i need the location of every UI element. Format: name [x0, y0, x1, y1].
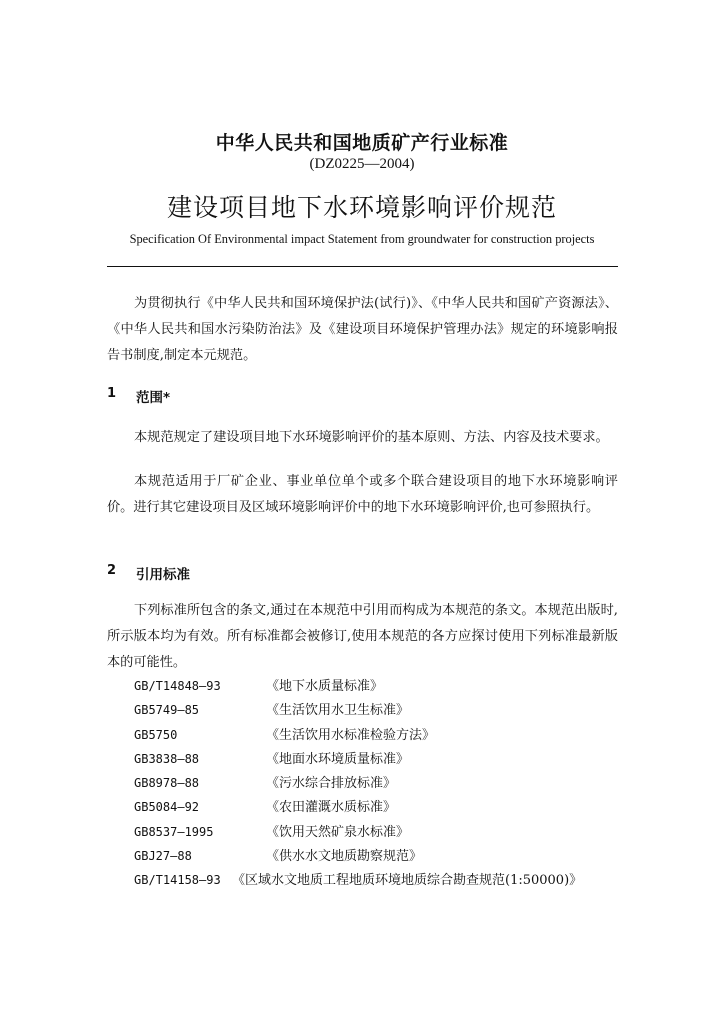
section-2-number: 2: [107, 563, 117, 578]
reference-title: 《地下水质量标准》: [266, 679, 384, 694]
reference-title: 《农田灌溉水质标准》: [266, 800, 397, 816]
standard-code: (DZ0225—2004): [309, 156, 415, 172]
section-1-paragraph: 本规范适用于厂矿企业、事业单位单个或多个联合建设项目的地下水环境影响评价。进行其它建设项目及区域环境影响评价中的地下水环境影响评价,也可参照执行。: [107, 474, 618, 515]
reference-title: 《地面水环境质量标准》: [266, 751, 410, 767]
reference-list: [134, 674, 634, 893]
reference-code: GB5749—85: [134, 703, 200, 718]
reference-item: [134, 820, 634, 844]
reference-title: 《生活饮用水卫生标准》: [266, 703, 410, 719]
reference-code: GBJ27—88: [134, 849, 192, 864]
reference-code: GB5084—92: [134, 800, 200, 815]
english-title: Specification Of Environmental impact Statement from groundwater for construction projects: [129, 232, 595, 246]
reference-code: GB3838—88: [134, 751, 200, 766]
reference-item: [134, 795, 634, 819]
reference-item: [134, 698, 634, 722]
reference-item: [134, 844, 634, 868]
reference-item: [134, 674, 634, 698]
reference-title: 《饮用天然矿泉水标准》: [266, 824, 410, 840]
reference-item: [134, 747, 634, 771]
intro-paragraph: 为贯彻执行《中华人民共和国环境保护法(试行)》、《中华人民共和国矿产资源法》、《中华人民共和国水污染防治法》及《建设项目环境保护管理办法》规定的环境影响报告书制度,制定本元规范。: [107, 296, 618, 363]
reference-code: GB/T14158—93: [134, 873, 221, 888]
reference-title: 《污水综合排放标准》: [266, 776, 397, 792]
title-divider: [107, 266, 618, 267]
section-2-paragraph: 下列标准所包含的条文,通过在本规范中引用而构成为本规范的条文。本规范出版时,所示版本均为有效。所有标准都会被修订,使用本规范的各方应探讨使用下列标准最新版本的可能性。: [107, 603, 618, 670]
reference-code: GB8978—88: [134, 776, 200, 791]
reference-title: 《生活饮用水标准检验方法》: [266, 727, 436, 743]
reference-code: GB/T14848—93: [134, 679, 221, 693]
document-title: 建设项目地下水环境影响评价规范: [166, 193, 557, 222]
reference-code: GB8537—1995: [134, 824, 214, 839]
section-1-title: 范围*: [136, 390, 171, 406]
standard-category: 中华人民共和国地质矿产行业标准: [215, 132, 509, 154]
reference-item: [134, 868, 634, 892]
reference-item: [134, 723, 634, 747]
reference-item: [134, 771, 634, 795]
section-1-paragraph: 本规范规定了建设项目地下水环境影响评价的基本原则、方法、内容及技术要求。: [134, 430, 609, 445]
reference-code: GB5750: [134, 727, 178, 742]
section-2-title: 引用标准: [136, 567, 190, 583]
reference-title: 《供水水文地质勘察规范》: [266, 849, 423, 865]
reference-title: 《区域水文地质工程地质环境地质综合勘查规范(1:50000)》: [232, 873, 583, 889]
section-1-number: 1: [107, 386, 117, 401]
